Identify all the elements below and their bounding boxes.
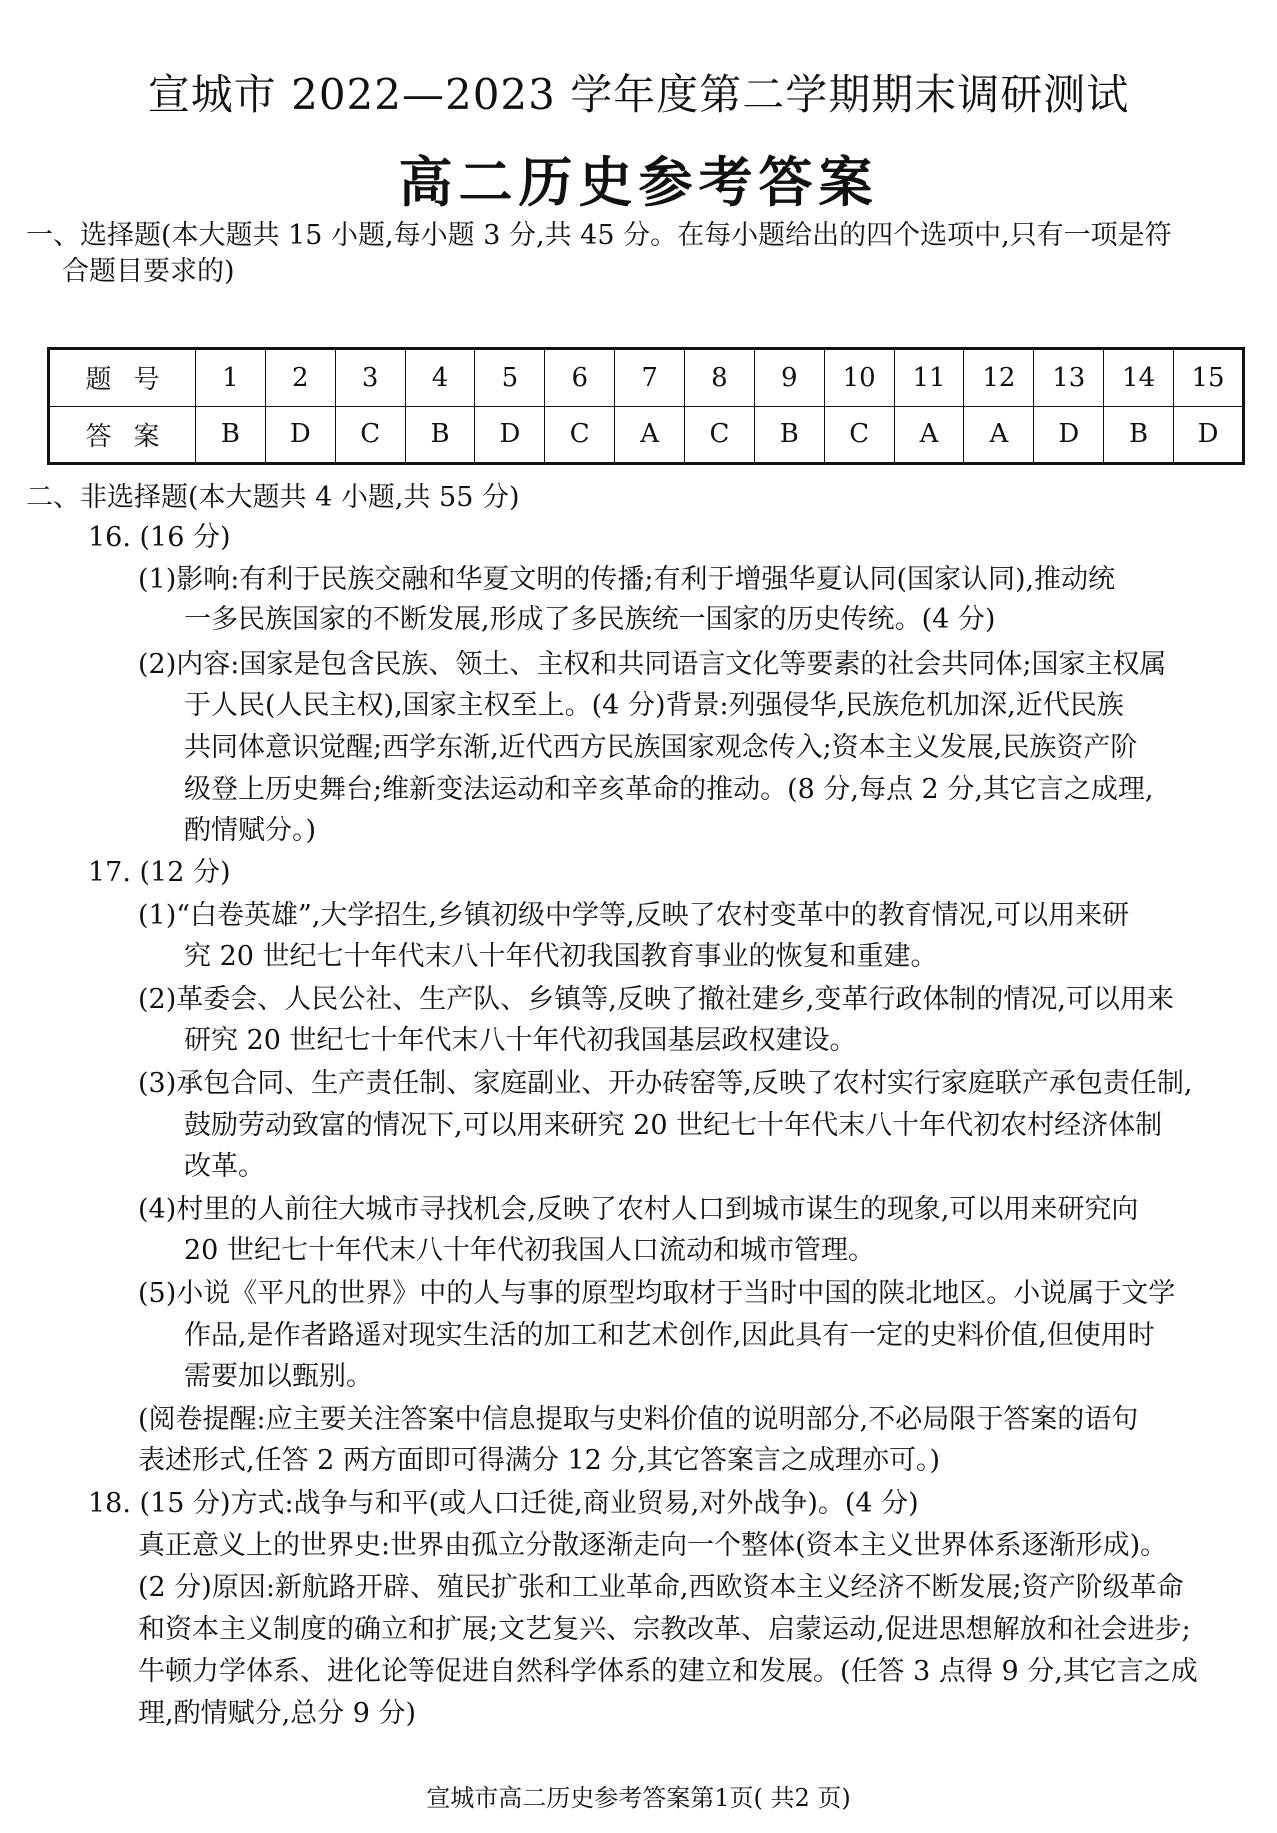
answer-cell: C (685, 406, 755, 464)
question-number: 15 (1174, 349, 1244, 407)
section2-heading: 二、非选择题(本大题共 4 小题,共 55 分) (26, 482, 520, 513)
question-number: 14 (1104, 349, 1174, 407)
answer-cell: D (265, 406, 335, 464)
q18-heading: 18. (15 分)方式:战争与和平(或人口迁徙,商业贸易,对外战争)。(4 分) (88, 1488, 919, 1519)
q16-line: (1)影响:有利于民族交融和华夏文明的传播;有利于增强华夏认同(国家认同),推动统 (138, 564, 1116, 595)
q16-heading: 16. (16 分) (88, 522, 231, 553)
row-label-answer: 答案 (49, 406, 196, 464)
answer-cell: D (1034, 406, 1104, 464)
question-number: 9 (754, 349, 824, 407)
page-footer: 宣城市高二历史参考答案第1页( 共2 页) (426, 1784, 851, 1812)
question-number-row (49, 349, 1244, 407)
answer-cell: B (405, 406, 475, 464)
document-subtitle: 高二历史参考答案 (398, 150, 879, 214)
answer-cell: B (754, 406, 824, 464)
question-number: 11 (894, 349, 964, 407)
answer-row (49, 406, 1244, 464)
q17-line: (1)“白卷英雄”,大学招生,乡镇初级中学等,反映了农村变革中的教育情况,可以用来研 (138, 900, 1130, 931)
q16-line: 共同体意识觉醒;西学东渐,近代西方民族国家观念传入;资本主义发展,民族资产阶 (184, 732, 1138, 763)
answer-cell: D (1174, 406, 1244, 464)
question-number: 4 (405, 349, 475, 407)
exam-title: 宣城市 2022—2023 学年度第二学期期末调研测试 (147, 70, 1130, 119)
q16-line: 级登上历史舞台;维新变法运动和辛亥革命的推动。(8 分,每点 2 分,其它言之成理, (184, 774, 1154, 805)
row-label-number: 题号 (49, 349, 196, 407)
q17-line: 需要加以甄别。 (184, 1361, 373, 1392)
answer-cell: C (335, 406, 405, 464)
question-number: 13 (1034, 349, 1104, 407)
question-number: 12 (964, 349, 1034, 407)
section1-intro-line-2: 合题目要求的) (62, 256, 235, 287)
question-number: 7 (615, 349, 685, 407)
answer-cell: B (196, 406, 266, 464)
q17-line: 改革。 (184, 1151, 265, 1182)
answer-cell: A (894, 406, 964, 464)
answer-cell: C (545, 406, 615, 464)
q16-line: 一多民族国家的不断发展,形成了多民族统一国家的历史传统。(4 分) (184, 604, 996, 635)
answer-cell: C (824, 406, 894, 464)
q18-line: 真正意义上的世界史:世界由孤立分散逐渐走向一个整体(资本主义世界体系逐渐形成)。 (138, 1530, 1168, 1561)
section1-intro-line-1: 一、选择题(本大题共 15 小题,每小题 3 分,共 45 分。在每小题给出的四个选项中,只有一项是符 (26, 220, 1172, 251)
q17-line: (2)革委会、人民公社、生产队、乡镇等,反映了撤社建乡,变革行政体制的情况,可以用来 (138, 984, 1174, 1015)
q16-line: 酌情赋分。) (184, 815, 317, 846)
answer-cell: D (475, 406, 545, 464)
answer-cell: A (964, 406, 1034, 464)
q17-line: 鼓励劳动致富的情况下,可以用来研究 20 世纪七十年代末八十年代初农村经济体制 (184, 1110, 1163, 1141)
q18-line: 和资本主义制度的确立和扩展;文艺复兴、宗教改革、启蒙运动,促进思想解放和社会进步; (138, 1614, 1191, 1645)
question-number: 3 (335, 349, 405, 407)
q18-line: 牛顿力学体系、进化论等促进自然科学体系的建立和发展。(任答 3 点得 9 分,其它言之成 (138, 1656, 1198, 1687)
q17-heading: 17. (12 分) (88, 857, 231, 888)
q17-line: 究 20 世纪七十年代末八十年代初我国教育事业的恢复和重建。 (184, 941, 938, 972)
answer-table (47, 347, 1245, 465)
q17-line: (5)小说《平凡的世界》中的人与事的原型均取材于当时中国的陕北地区。小说属于文学 (138, 1278, 1176, 1309)
q17-line: 研究 20 世纪七十年代末八十年代初我国基层政权建设。 (184, 1025, 857, 1056)
question-number: 6 (545, 349, 615, 407)
q16-line: (2)内容:国家是包含民族、领土、主权和共同语言文化等要素的社会共同体;国家主权属 (138, 649, 1167, 680)
q17-line: (4)村里的人前往大城市寻找机会,反映了农村人口到城市谋生的现象,可以用来研究向 (138, 1194, 1139, 1225)
question-number: 1 (196, 349, 266, 407)
q18-line: 理,酌情赋分,总分 9 分) (138, 1698, 417, 1729)
q17-note-line: 表述形式,任答 2 两方面即可得满分 12 分,其它答案言之成理亦可。) (138, 1445, 941, 1476)
q17-line: (3)承包合同、生产责任制、家庭副业、开办砖窑等,反映了农村实行家庭联产承包责任制, (138, 1068, 1193, 1099)
q17-note-line: (阅卷提醒:应主要关注答案中信息提取与史料价值的说明部分,不必局限于答案的语句 (138, 1404, 1139, 1435)
q17-line: 20 世纪七十年代末八十年代初我国人口流动和城市管理。 (184, 1235, 875, 1266)
question-number: 8 (685, 349, 755, 407)
q16-line: 于人民(人民主权),国家主权至上。(4 分)背景:列强侵华,民族危机加深,近代民族 (184, 690, 1124, 721)
q18-line: (2 分)原因:新航路开辟、殖民扩张和工业革命,西欧资本主义经济不断发展;资产阶级革命 (138, 1572, 1184, 1603)
question-number: 2 (265, 349, 335, 407)
answer-cell: A (615, 406, 685, 464)
answer-cell: B (1104, 406, 1174, 464)
q17-line: 作品,是作者路遥对现实生活的加工和艺术创作,因此具有一定的史料价值,但使用时 (184, 1320, 1155, 1351)
question-number: 10 (824, 349, 894, 407)
question-number: 5 (475, 349, 545, 407)
